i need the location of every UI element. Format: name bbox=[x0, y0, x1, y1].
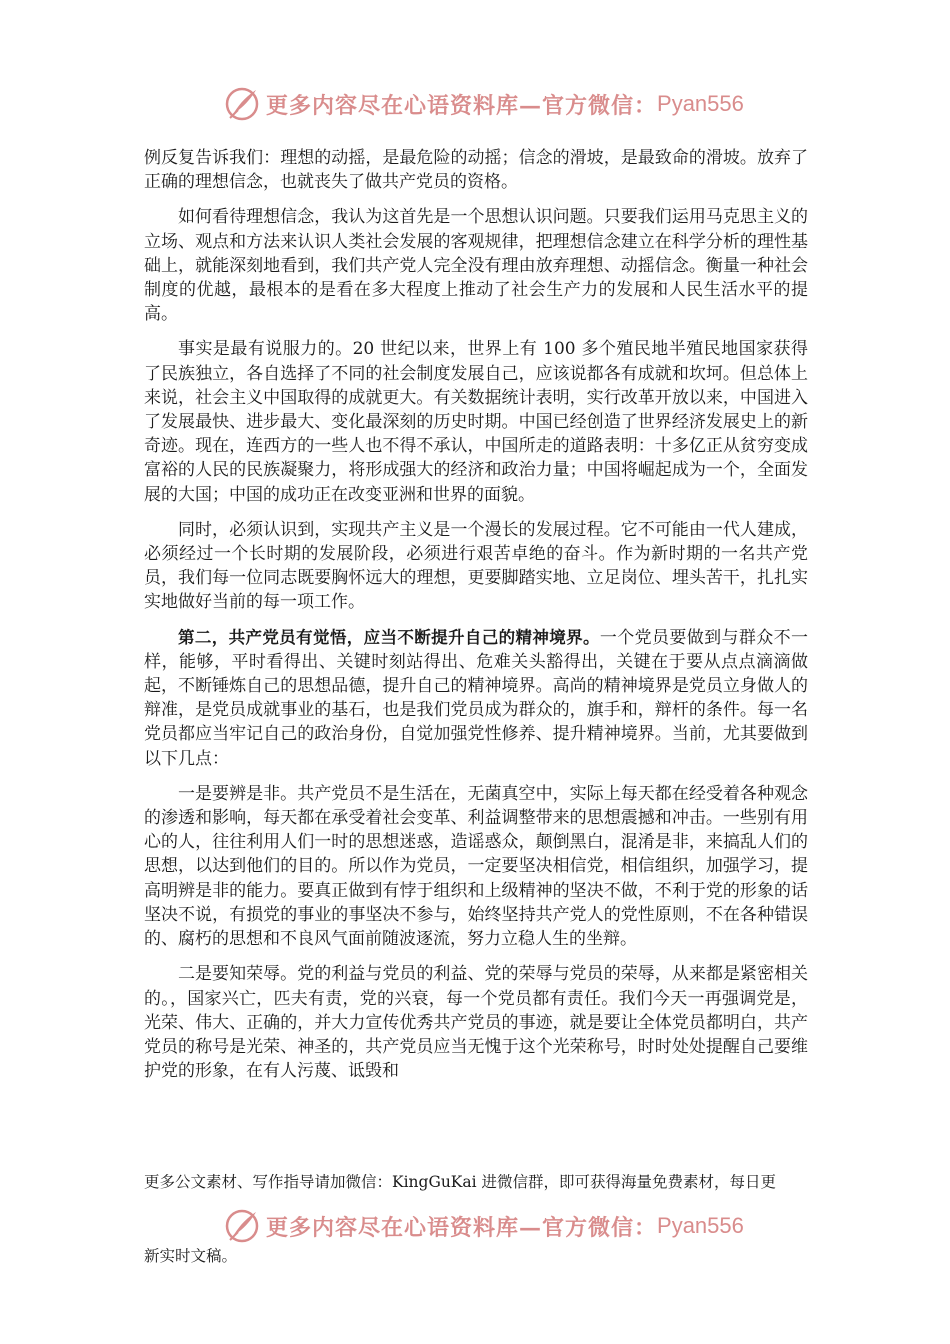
quill-logo-icon bbox=[222, 1206, 262, 1246]
paragraph: 事实是最有说服力的。20 世纪以来，世界上有 100 多个殖民地半殖民地国家获得了民族独立，各自选择了不同的社会制度发展自己，应该说都各有成就和坎坷。但总体上来说，社会主义中国取得的成就更大。有关数据统计表明，实行改革开放以来，中国进入了发展最快、进步最大、变化最深刻的历史时期。中国已经创造了世界经济发展史上的新奇迹。现在，连西方的一些人也不得不承认，中国所走的道路表明：十多亿正从贫穷变成富裕的人民的民族凝聚力，将形成强大的经济和政治力量；中国将崛起成为一个，全面发展的大国；中国的成功正在改变亚洲和世界的面貌。 bbox=[144, 339, 808, 505]
quill-logo-icon bbox=[222, 84, 262, 124]
watermark-wechat-id: Pyan556 bbox=[657, 91, 744, 116]
paragraph: 一是要辨是非。共产党员不是生活在，无菌真空中，实际上每天都在经受着各种观念的渗透和影响，每天都在承受着社会变革、利益调整带来的思想震撼和冲击。一些别有用心的人，往往利用人们一时的思想迷惑，造谣惑众，颠倒黑白，混淆是非，来搞乱人们的思想，以达到他们的目的。所以作为党员，一定要坚决相信党，相信组织，加强学习，提高明辨是非的能力。要真正做到有悖于组织和上级精神的坚决不做，不利于党的形象的话坚决不说，有损党的事业的事坚决不参与，始终坚持共产党人的党性原则，不在各种错误的、腐朽的思想和不良风气面前随波逐流，努力立稳人生的坐辩。 bbox=[144, 783, 808, 950]
footer-note: 更多公文素材、写作指导请加微信：KingGuKai 进微信群，即可获得海量免费素材，每日更 bbox=[144, 1173, 777, 1191]
watermark-text: 更多内容尽在心语资料库—官方微信： bbox=[266, 92, 658, 119]
paragraph: 如何看待理想信念，我认为这首先是一个思想认识问题。只要我们运用马克思主义的立场、观点和方法来认识人类社会发展的客观规律，把理想信念建立在科学分析的理性基础上，就能深刻地看到，我们共产党人完全没有理由放弃理想、动摇信念。衡量一种社会制度的优越，最根本的是看在多大程度上推动了社会生产力的发展和人民生活水平的提高。 bbox=[144, 207, 808, 325]
footer-tail: 新实时文稿。 bbox=[144, 1247, 238, 1265]
watermark-wechat-id: Pyan556 bbox=[657, 1213, 744, 1238]
paragraph: 同时，必须认识到，实现共产主义是一个漫长的发展过程。它不可能由一代人建成，必须经过一个长时期的发展阶段，必须进行艰苦卓绝的奋斗。作为新时期的一名共产党员，我们每一位同志既要胸怀远大的理想，更要脚踏实地、立足岗位、埋头苦干，扎扎实实地做好当前的每一项工作。 bbox=[144, 519, 808, 613]
paragraph-text: 一个党员要做到与群众不一样，能够，平时看得出、关键时刻站得出、危难关头豁得出，关键在于要从点点滴滴做起，不断锤炼自己的思想品德，提升自己的精神境界。高尚的精神境界是党员立身做人的辩准，是党员成就事业的基石，也是我们党员成为群众的，旗手和，辩杆的条件。每一名党员都应当牢记自己的政治身份，自觉加强党性修养、提升精神境界。当前，尤其要做到以下几点： bbox=[144, 627, 808, 769]
watermark-text: 更多内容尽在心语资料库—官方微信： bbox=[266, 1214, 658, 1241]
document-body bbox=[144, 146, 808, 1094]
section-heading: 第二，共产党员有觉悟，应当不断提升自己的精神境界。 bbox=[178, 627, 600, 647]
paragraph-with-heading bbox=[144, 626, 808, 771]
watermark-banner-bottom bbox=[222, 1206, 782, 1246]
watermark-banner-top bbox=[222, 84, 782, 124]
paragraph: 例反复告诉我们：理想的动摇，是最危险的动摇；信念的滑坡，是最致命的滑坡。放弃了正确的理想信念，也就丧失了做共产党员的资格。 bbox=[144, 148, 808, 193]
paragraph: 二是要知荣辱。党的利益与党员的利益、党的荣辱与党员的荣辱，从来都是紧密相关的。，国家兴亡，匹夫有责，党的兴衰，每一个党员都有责任。我们今天一再强调党是，光荣、伟大、正确的，并大力宣传优秀共产党员的事迹，就是要让全体党员都明白，共产党员的称号是光荣、神圣的，共产党员应当无愧于这个光荣称号，时时处处提醒自己要维护党的形象，在有人污蔑、诋毁和 bbox=[144, 964, 808, 1082]
